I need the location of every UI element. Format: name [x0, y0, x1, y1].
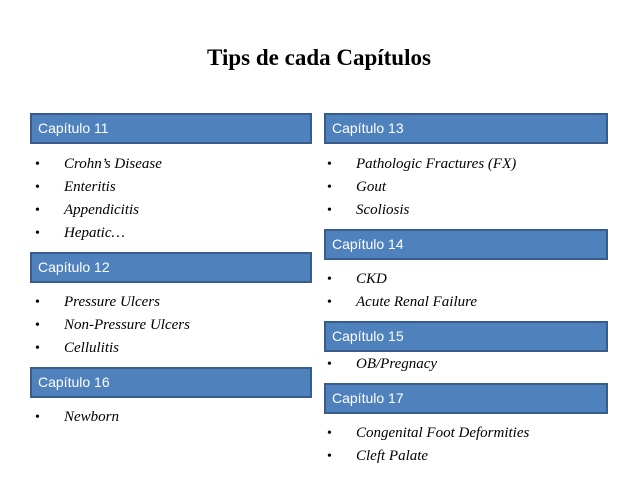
list-item [30, 314, 190, 337]
chapter-12-list [30, 291, 190, 360]
list-item-text: Cleft Palate [356, 448, 429, 464]
bullet-icon: • [327, 180, 332, 195]
list-item-text: CKD [356, 271, 387, 287]
bullet-icon: • [327, 295, 332, 310]
list-item-text: Pathologic Fractures (FX) [356, 156, 517, 172]
list-item [322, 199, 516, 222]
chapter-12-header: Capítulo 12 [30, 252, 312, 283]
bullet-icon: • [327, 157, 332, 172]
list-item [30, 199, 162, 222]
chapter-13-list [322, 153, 516, 222]
chapter-16-header: Capítulo 16 [30, 367, 312, 398]
list-item-text: Non-Pressure Ulcers [64, 317, 190, 333]
list-item-text: Acute Renal Failure [356, 294, 478, 310]
bullet-icon: • [35, 341, 40, 356]
bullet-icon: • [327, 357, 332, 372]
list-item-text: Hepatic… [64, 225, 125, 241]
chapter-15-header: Capítulo 15 [324, 321, 608, 352]
chapter-11-header: Capítulo 11 [30, 113, 312, 144]
slide-title: Tips de cada Capítulos [207, 45, 431, 70]
list-item [322, 176, 516, 199]
list-item [322, 268, 477, 291]
chapter-15-list [322, 353, 437, 376]
bullet-icon: • [35, 410, 40, 425]
list-item-text: Enteritis [64, 179, 116, 195]
chapter-14-list [322, 268, 477, 314]
chapter-14-header: Capítulo 14 [324, 229, 608, 260]
chapter-17-header: Capítulo 17 [324, 383, 608, 414]
list-item [30, 222, 162, 245]
list-item-text: Newborn [64, 409, 120, 425]
bullet-icon: • [327, 449, 332, 464]
list-item [30, 291, 190, 314]
chapter-13-header: Capítulo 13 [324, 113, 608, 144]
bullet-icon: • [327, 203, 332, 218]
list-item-text: Crohn’s Disease [64, 156, 162, 172]
list-item [322, 422, 529, 445]
bullet-icon: • [327, 426, 332, 441]
list-item [322, 291, 477, 314]
chapter-11-list [30, 153, 162, 245]
list-item-text: Congenital Foot Deformities [356, 425, 530, 441]
list-item [30, 153, 162, 176]
list-item-text: Cellulitis [64, 340, 120, 356]
list-item-text: Appendicitis [64, 202, 139, 218]
bullet-icon: • [35, 203, 40, 218]
bullet-icon: • [35, 180, 40, 195]
chapter-16-list [30, 406, 119, 429]
list-item [322, 353, 437, 376]
bullet-icon: • [327, 272, 332, 287]
bullet-icon: • [35, 226, 40, 241]
chapter-17-list [322, 422, 529, 468]
bullet-icon: • [35, 295, 40, 310]
list-item-text: Scoliosis [356, 202, 410, 218]
bullet-icon: • [35, 318, 40, 333]
bullet-icon: • [35, 157, 40, 172]
list-item [30, 337, 190, 360]
list-item [30, 176, 162, 199]
list-item [30, 406, 119, 429]
list-item-text: Gout [356, 179, 386, 195]
list-item-text: OB/Pregnacy [356, 356, 438, 372]
list-item [322, 153, 516, 176]
list-item-text: Pressure Ulcers [64, 294, 160, 310]
list-item [322, 445, 529, 468]
